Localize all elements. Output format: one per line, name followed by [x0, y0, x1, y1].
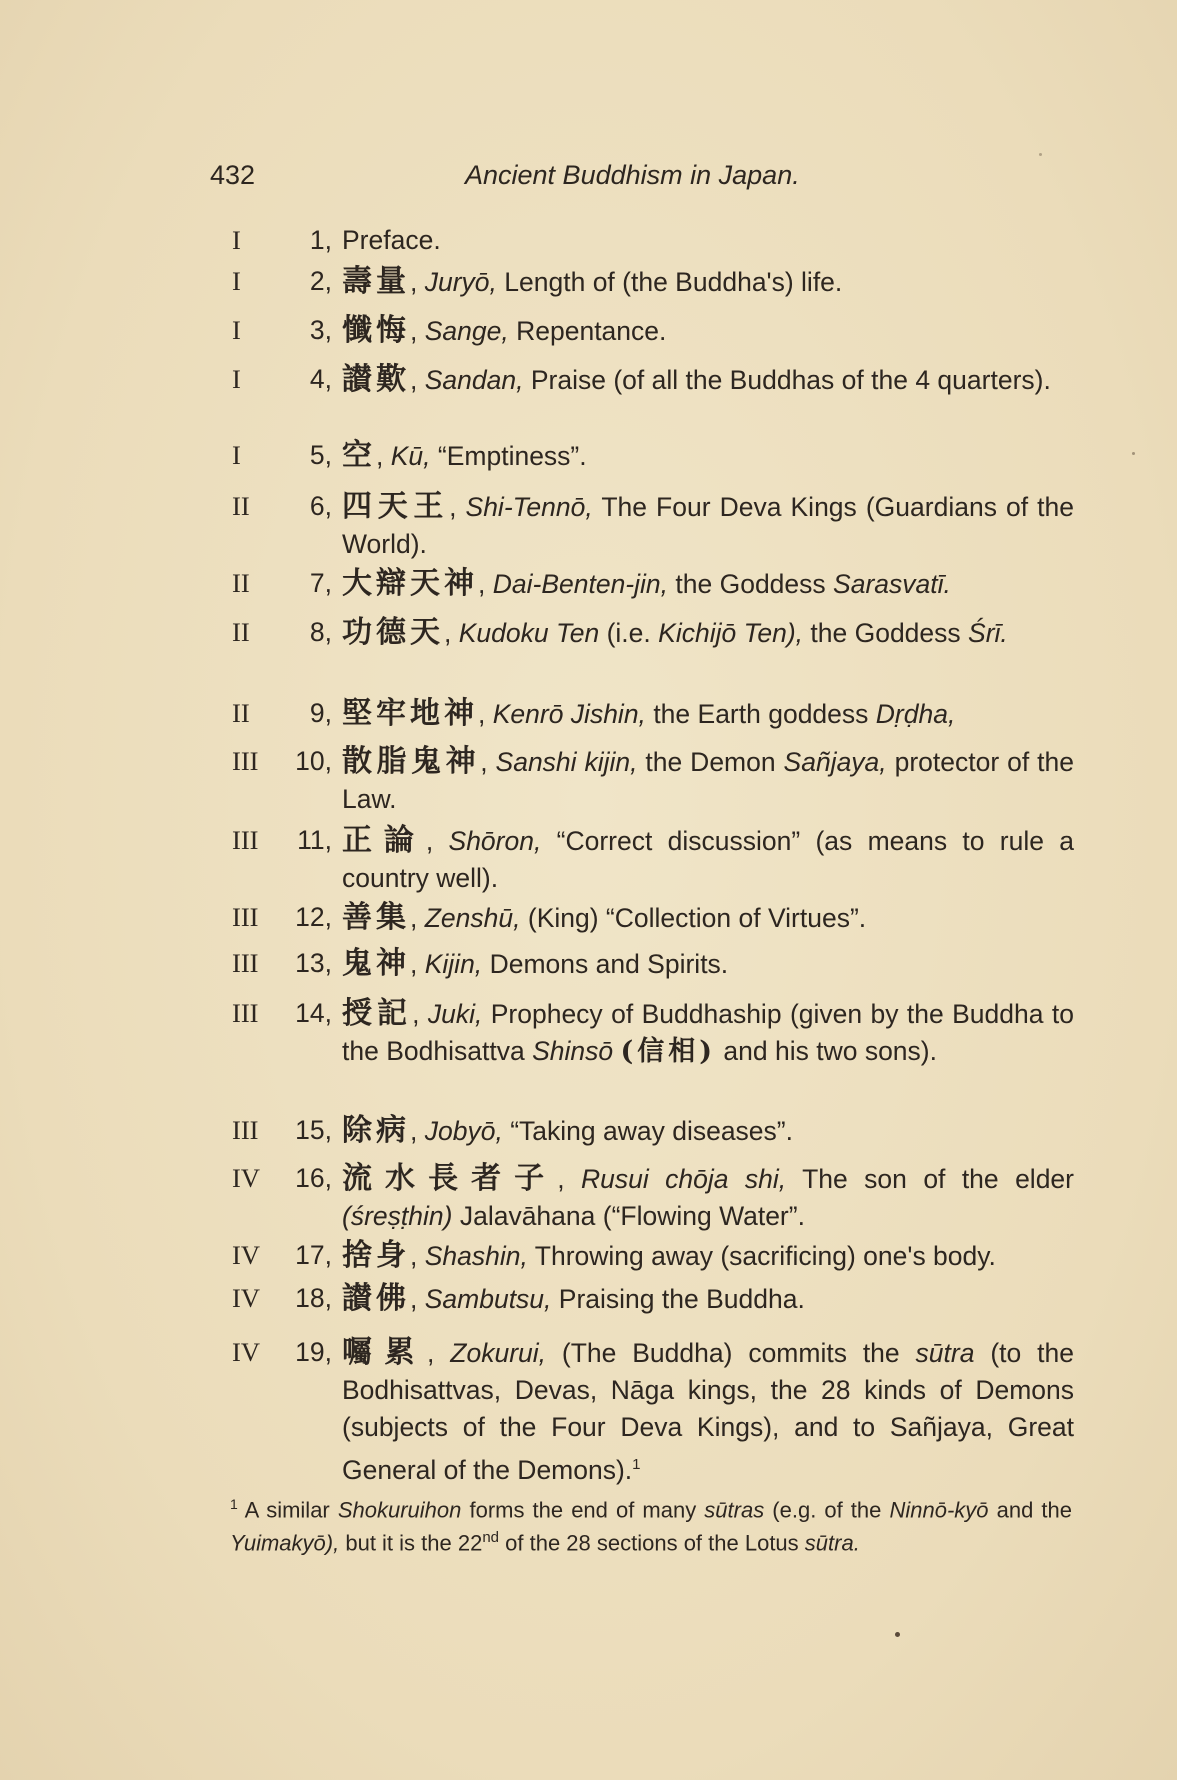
- footnote-reference: 1: [632, 1456, 641, 1473]
- footnote-term: Shokuruihon: [337, 1497, 462, 1523]
- volume-number: I: [232, 440, 241, 470]
- kanji-title: 捨身: [342, 1238, 410, 1273]
- entry-description-tail: (to the Bodhisattvas, Devas, Nāga kings, the 28 kinds of Demons (subjects of the Four Deva Kings), and to Sañjaya, Great General of the Demons).: [342, 1338, 1074, 1485]
- entry-text: 正論, Shōron, “Correct discussion” (as means to rule a country well).: [342, 823, 1074, 893]
- running-title: Ancient Buddhism in Japan.: [465, 160, 800, 190]
- romanized-title: Kenrō Jishin,: [492, 699, 646, 729]
- chapter-number: 11,: [297, 825, 332, 855]
- kanji-title: 空: [342, 438, 376, 473]
- chapter-number: 19,: [295, 1337, 332, 1367]
- kanji-title: 懺悔: [342, 313, 410, 348]
- entry-description-tail: the Goddess: [810, 618, 961, 648]
- deity-name: Śrī.: [968, 618, 1008, 648]
- romanized-title: Shōron,: [448, 826, 542, 856]
- romanized-title: Jobyō,: [424, 1116, 503, 1146]
- entry-text: 大辯天神, Dai-Benten-jin, the Goddess Sarasvatī.: [342, 566, 951, 601]
- footnote-term: Ninnō-kyō: [889, 1497, 989, 1523]
- entry-text: 空, Kū, “Emptiness”.: [342, 438, 587, 473]
- chapter-number: 18,: [295, 1283, 332, 1313]
- entry-text: 捨身, Shashin, Throwing away (sacrificing) one's body.: [342, 1238, 996, 1273]
- volume-number: I: [232, 315, 241, 345]
- volume-number: II: [232, 491, 250, 521]
- page-header: [210, 160, 1080, 200]
- entry-description: “Emptiness”.: [437, 441, 587, 471]
- paper-speck: [1039, 153, 1042, 156]
- deity-name: Sarasvatī.: [833, 569, 951, 599]
- entry-description: (i.e.: [606, 618, 651, 648]
- chapter-number: 5,: [309, 440, 332, 470]
- romanized-title: Sandan,: [424, 365, 524, 395]
- volume-number: IV: [232, 1163, 260, 1193]
- entry-description: (King) “Collection of Virtues”.: [527, 903, 867, 933]
- volume-number: III: [232, 1115, 259, 1145]
- footnote: [230, 1490, 1072, 1558]
- entry-text: 善集, Zenshū, (King) “Collection of Virtues”.: [342, 900, 867, 935]
- entry-text: 四天王, Shi-Tennō, The Four Deva Kings (Guardians of the World).: [342, 489, 1074, 559]
- volume-number: III: [232, 998, 259, 1028]
- romanized-title: Kijin,: [424, 949, 483, 979]
- paper-speck: [1132, 452, 1135, 455]
- volume-number: I: [232, 364, 241, 394]
- entry-description: the Earth goddess: [653, 699, 869, 729]
- page-number: 432: [210, 160, 256, 190]
- volume-number: IV: [232, 1337, 260, 1367]
- entry-description: the Demon: [645, 747, 776, 777]
- kanji-title: 散脂鬼神: [342, 744, 481, 779]
- footnote-mark: 1: [230, 1496, 238, 1512]
- entry-text: 壽量, Juryō, Length of (the Buddha's) life.: [342, 264, 843, 299]
- footnote-text: forms the end of many: [469, 1497, 697, 1523]
- volume-number: II: [232, 698, 250, 728]
- ordinal-suffix: nd: [482, 1529, 500, 1547]
- volume-number: IV: [232, 1283, 260, 1313]
- entry-text: 懺悔, Sange, Repentance.: [342, 313, 667, 348]
- entry-text: 功德天, Kudoku Ten (i.e. Kichijō Ten), the Goddess Śrī.: [342, 615, 1008, 650]
- entry-description: (The Buddha) commits the: [561, 1338, 900, 1368]
- sutra-term: sūtra: [915, 1338, 975, 1368]
- entry-description-tail: Jalavāhana (“Flowing Water”.: [459, 1201, 805, 1231]
- entry-text: 流水長者子, Rusui chōja shi, The son of the elder (śreṣṭhin) Jalavāhana (“Flowing Water”.: [342, 1161, 1074, 1231]
- footnote-term: Yuimakyō),: [230, 1530, 340, 1556]
- kanji-title: 壽量: [342, 264, 410, 299]
- entry-description: “Taking away diseases”.: [510, 1116, 793, 1146]
- entry-description: Prophecy of Buddhaship (given by the Buddha to the Bodhisattva: [342, 999, 1074, 1066]
- kanji-title: 囑累: [342, 1335, 428, 1370]
- romanized-title: Sambutsu,: [424, 1284, 552, 1314]
- volume-number: II: [232, 617, 250, 647]
- entry-description: “Correct discussion” (as means to rule a country well).: [342, 826, 1074, 893]
- kanji-title: 善集: [342, 900, 410, 935]
- bodhisattva-kanji: (信相): [620, 1036, 717, 1067]
- chapter-number: 12,: [295, 902, 332, 932]
- entry-description: Praise (of all the Buddhas of the 4 quarters).: [530, 365, 1051, 395]
- entry-description-tail: and his two sons).: [723, 1036, 937, 1066]
- romanized-title: Kudoku Ten: [458, 618, 600, 648]
- entry-description: Length of (the Buddha's) life.: [504, 267, 843, 297]
- entry-text: 讃佛, Sambutsu, Praising the Buddha.: [342, 1281, 805, 1316]
- romanized-title: Rusui chōja shi,: [581, 1164, 787, 1194]
- kanji-title: 四天王: [342, 489, 450, 524]
- chapter-number: 7,: [309, 568, 332, 598]
- volume-number: IV: [232, 1240, 260, 1270]
- entry-description: Preface.: [342, 225, 441, 255]
- romanized-title: Shashin,: [424, 1241, 528, 1271]
- entry-text: 鬼神, Kijin, Demons and Spirits.: [342, 946, 729, 981]
- footnote-term: sūtras: [704, 1497, 765, 1523]
- deity-name: Dṛḍha,: [875, 699, 956, 729]
- bodhisattva-name: Shinsō: [532, 1036, 614, 1066]
- romanized-title: Juryō,: [424, 267, 497, 297]
- entry-text: 讃歎, Sandan, Praise (of all the Buddhas of the 4 quarters).: [342, 362, 1051, 397]
- romanized-title: Zenshū,: [424, 903, 521, 933]
- entry-description: the Goddess: [675, 569, 826, 599]
- paper-speck: [895, 1632, 900, 1637]
- entry-description: Demons and Spirits.: [489, 949, 729, 979]
- romanized-title: Juki,: [427, 999, 483, 1029]
- chapter-number: 14,: [295, 998, 332, 1028]
- kanji-title: 正論: [342, 823, 426, 858]
- footnote-text: (e.g. of the: [772, 1497, 882, 1523]
- volume-number: III: [232, 746, 259, 776]
- volume-number: III: [232, 825, 259, 855]
- volume-number: I: [232, 225, 241, 255]
- volume-number: II: [232, 568, 250, 598]
- entry-description: Repentance.: [516, 316, 667, 346]
- footnote-text: and the: [996, 1497, 1072, 1523]
- sanskrit-term: (śreṣṭhin): [342, 1201, 453, 1231]
- chapter-number: 6,: [309, 491, 332, 521]
- footnote-text: of the 28 sections of the Lotus: [505, 1530, 799, 1556]
- entry-text: [342, 222, 1074, 259]
- chapter-number: 2,: [309, 266, 332, 296]
- footnote-text: but it is the 22: [345, 1530, 483, 1556]
- alt-name: Kichijō Ten),: [658, 618, 804, 648]
- kanji-title: 堅牢地神: [342, 696, 478, 731]
- volume-number: III: [232, 948, 259, 978]
- chapter-number: 4,: [309, 364, 332, 394]
- footnote-term: sūtra.: [804, 1530, 860, 1556]
- romanized-title: Kū,: [390, 441, 431, 471]
- kanji-title: 授記: [342, 996, 413, 1031]
- chapter-number: 17,: [295, 1240, 332, 1270]
- romanized-title: Dai-Benten-jin,: [492, 569, 669, 599]
- entry-description: The Four Deva Kings (Guardians of the World).: [342, 492, 1074, 559]
- kanji-title: 鬼神: [342, 946, 410, 981]
- romanized-title: Sanshi kijin,: [495, 747, 638, 777]
- entry-text: 授記, Juki, Prophecy of Buddhaship (given by the Buddha to the Bodhisattva Shinsō (信相) and his two sons).: [342, 996, 1074, 1067]
- chapter-number: 1,: [309, 225, 332, 255]
- chapter-number: 9,: [309, 698, 332, 728]
- chapter-number: 8,: [309, 617, 332, 647]
- kanji-title: 讃歎: [342, 362, 410, 397]
- romanized-title: Zokurui,: [450, 1338, 547, 1368]
- entry-text: 囑累, Zokurui, (The Buddha) commits the sūtra (to the Bodhisattvas, Devas, Nāga kings, the 28 kinds of Demons (subjects of the Four Deva Kings), and to Sañjaya, Great General of the Demons).$^1$: [342, 1335, 1074, 1485]
- entry-description: Praising the Buddha.: [558, 1284, 805, 1314]
- entry-description: Throwing away (sacrificing) one's body.: [534, 1241, 996, 1271]
- chapter-number: 3,: [309, 315, 332, 345]
- romanized-title: Shi-Tennō,: [465, 492, 593, 522]
- kanji-title: 功德天: [342, 615, 444, 650]
- kanji-title: 除病: [342, 1113, 410, 1148]
- kanji-title: 流水長者子: [342, 1161, 558, 1196]
- chapter-number: 13,: [295, 948, 332, 978]
- entry-text: 除病, Jobyō, “Taking away diseases”.: [342, 1113, 793, 1148]
- entry-text: 散脂鬼神, Sanshi kijin, the Demon Sañjaya, protector of the Law.: [342, 744, 1074, 814]
- volume-number: I: [232, 266, 241, 296]
- chapter-number: 16,: [295, 1163, 332, 1193]
- romanized-title: Sange,: [424, 316, 509, 346]
- kanji-title: 大辯天神: [342, 566, 478, 601]
- footnote-text: A similar: [244, 1497, 330, 1523]
- chapter-number: 15,: [295, 1115, 332, 1145]
- kanji-title: 讃佛: [342, 1281, 410, 1316]
- entry-description: The son of the elder: [802, 1164, 1074, 1194]
- entry-description-tail: protector of the Law.: [342, 747, 1074, 814]
- volume-number: III: [232, 902, 259, 932]
- chapter-number: 10,: [295, 746, 332, 776]
- entry-text: 堅牢地神, Kenrō Jishin, the Earth goddess Dṛḍha,: [342, 696, 956, 731]
- deity-name: Sañjaya,: [783, 747, 887, 777]
